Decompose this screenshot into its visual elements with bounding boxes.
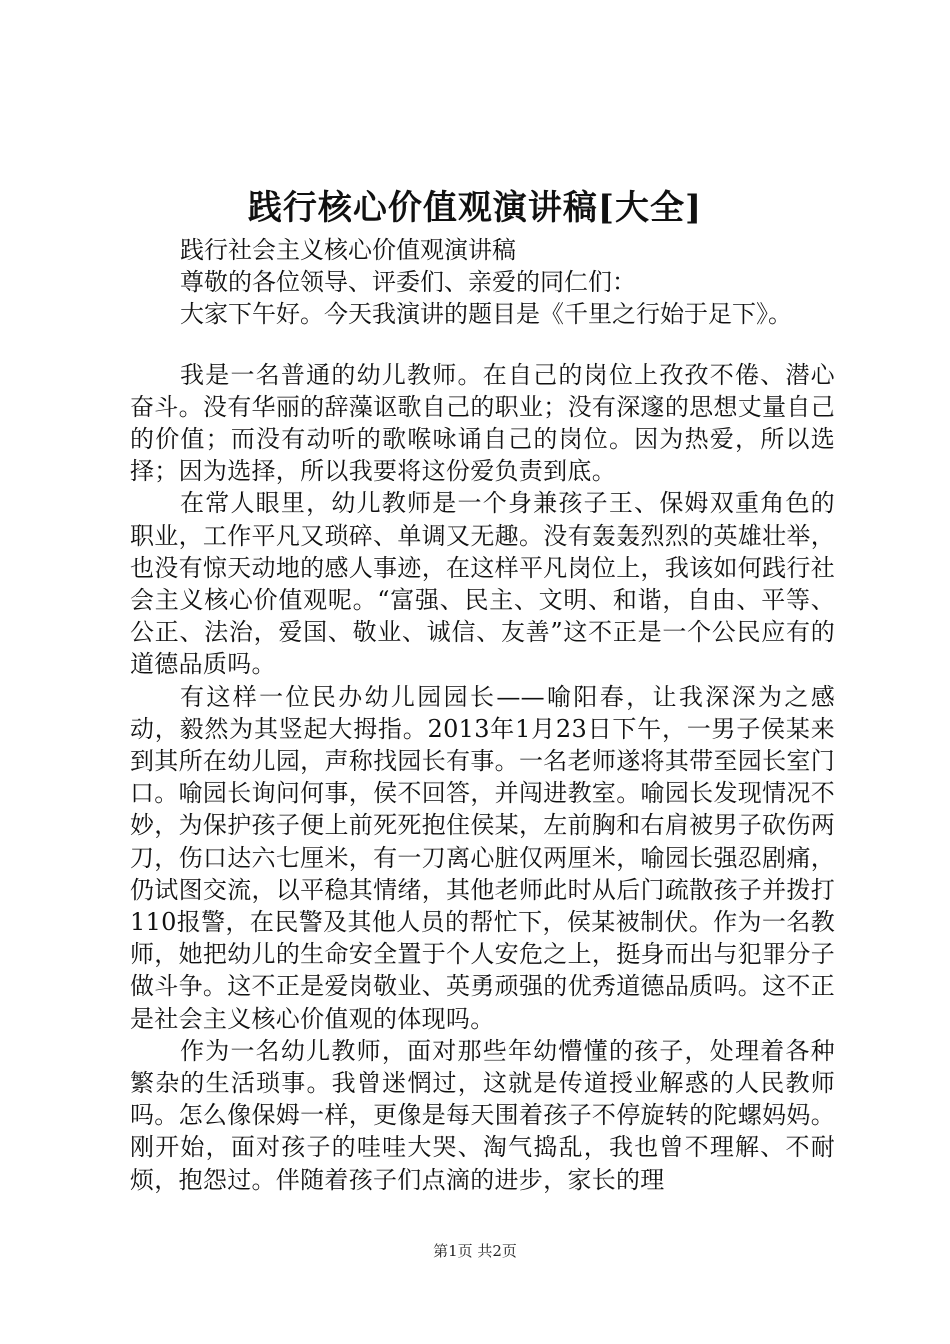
opening-line: 大家下午好。今天我演讲的题目是《千里之行始于足下》。 bbox=[180, 300, 792, 329]
paragraph-gap bbox=[130, 331, 835, 359]
paragraph-3: 有这样一位民办幼儿园园长——喻阳春，让我深深为之感动，毅然为其竖起大拇指。2013年1月23日下午，一男子侯某来到其所在幼儿园，声称找园长有事。一名老师遂将其带至园长室门口。喻园长询问何事，侯不回答，并闯进教室。喻园长发现情况不妙，为保护孩子便上前死死抱住侯某，左前胸和右肩被男子砍伤两刀，伤口达六七厘米，有一刀离心脏仅两厘米，喻园长强忍剧痛，仍试图交流，以平稳其情绪，其他老师此时从后门疏散孩子并拨打110报警，在民警及其他人员的帮忙下，侯某被制伏。作为一名教师，她把幼儿的生命安全置于个人安危之上，挺身而出与犯罪分子做斗争。这不正是爱岗敬业、英勇顽强的优秀道德品质吗。这不正是社会主义核心价值观的体现吗。 bbox=[130, 682, 835, 1033]
page-footer: 第1页 共2页 bbox=[433, 1242, 517, 1260]
paragraph-1: 我是一名普通的幼儿教师。在自己的岗位上孜孜不倦、潜心奋斗。没有华丽的辞藻讴歌自己的职业；没有深邃的思想丈量自己的价值；而没有动听的歌喉咏诵自己的岗位。因为热爱，所以选择；因为选择，所以我要将这份爱负责到底。 bbox=[130, 360, 835, 486]
salutation: 尊敬的各位领导、评委们、亲爱的同仁们： bbox=[180, 268, 636, 297]
document-title: 践行核心价值观演讲稿[大全] bbox=[247, 188, 703, 228]
speech-subtitle: 践行社会主义核心价值观演讲稿 bbox=[180, 236, 516, 264]
paragraph-2: 在常人眼里，幼儿教师是一个身兼孩子王、保姆双重角色的职业，工作平凡又琐碎、单调又无趣。没有轰轰烈烈的英雄壮举，也没有惊天动地的感人事迹，在这样平凡岗位上，我该如何践行社会主义核心价值观呢。“富强、民主、文明、和谐，自由、平等、公正、法治，爱国、敬业、诚信、友善”这不正是一个公民应有的道德品质吗。 bbox=[130, 489, 835, 679]
paragraph-4: 作为一名幼儿教师，面对那些年幼懵懂的孩子，处理着各种繁杂的生活琐事。我曾迷惘过，这就是传道授业解惑的人民教师吗。怎么像保姆一样，更像是每天围着孩子不停旋转的陀螺妈妈。刚开始，面对孩子的哇哇大哭、淘气捣乱，我也曾不理解、不耐烦，抱怨过。伴随着孩子们点滴的进步，家长的理 bbox=[130, 1036, 835, 1194]
document-body bbox=[130, 234, 835, 1196]
